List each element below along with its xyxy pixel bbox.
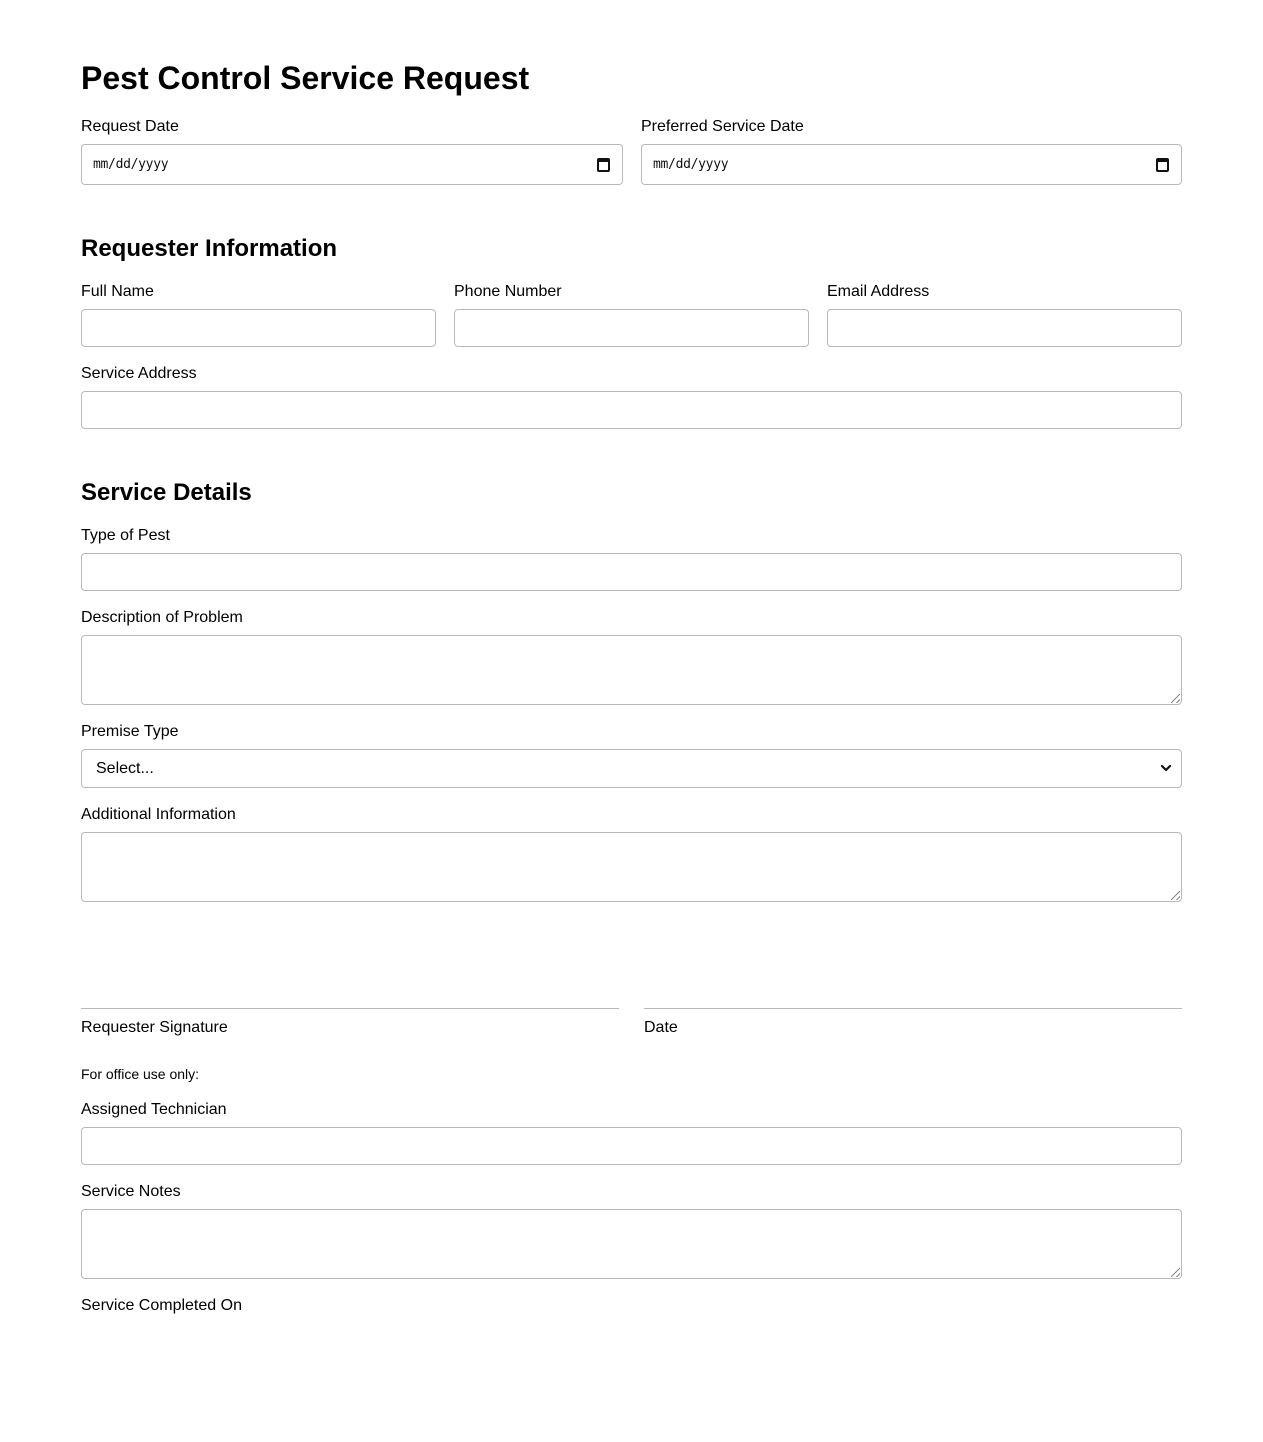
signature-label: Requester Signature	[81, 1019, 228, 1036]
signature-date-line	[644, 1008, 1182, 1009]
preferred-date-input[interactable]	[641, 144, 1182, 185]
office-use-note: For office use only:	[81, 1066, 200, 1082]
page-title: Pest Control Service Request	[81, 60, 530, 96]
additional-info-textarea[interactable]	[81, 832, 1182, 902]
requester-section-heading: Requester Information	[81, 235, 338, 262]
premise-type-select[interactable]	[81, 749, 1182, 788]
resize-handle-icon[interactable]	[1171, 1268, 1180, 1277]
full-name-input[interactable]	[81, 309, 436, 347]
email-label: Email Address	[827, 283, 930, 300]
technician-label: Assigned Technician	[81, 1101, 227, 1118]
premise-type-selected: Select...	[96, 760, 154, 777]
resize-handle-icon[interactable]	[1171, 694, 1180, 703]
description-textarea[interactable]	[81, 635, 1182, 705]
service-section-heading: Service Details	[81, 479, 252, 506]
phone-label: Phone Number	[454, 283, 562, 300]
description-label: Description of Problem	[81, 609, 243, 626]
pest-type-input[interactable]	[81, 553, 1182, 591]
preferred-date-placeholder: mm/dd/yyyy	[653, 157, 729, 172]
email-input[interactable]	[827, 309, 1182, 347]
service-address-label: Service Address	[81, 365, 197, 382]
service-notes-label: Service Notes	[81, 1183, 181, 1200]
full-name-label: Full Name	[81, 283, 154, 300]
service-notes-textarea[interactable]	[81, 1209, 1182, 1279]
premise-type-label: Premise Type	[81, 723, 179, 740]
signature-line	[81, 1008, 619, 1009]
preferred-date-label: Preferred Service Date	[641, 118, 804, 135]
additional-info-label: Additional Information	[81, 806, 236, 823]
form-page	[81, 0, 1182, 1314]
calendar-icon[interactable]	[1156, 158, 1169, 172]
request-date-input[interactable]	[81, 144, 623, 185]
resize-handle-icon[interactable]	[1171, 891, 1180, 900]
pest-type-label: Type of Pest	[81, 527, 170, 544]
service-address-input[interactable]	[81, 391, 1182, 429]
service-completed-label: Service Completed On	[81, 1297, 242, 1314]
signature-date-label: Date	[644, 1019, 678, 1036]
technician-input[interactable]	[81, 1127, 1182, 1165]
request-date-label: Request Date	[81, 118, 179, 135]
phone-input[interactable]	[454, 309, 809, 347]
calendar-icon[interactable]	[597, 158, 610, 172]
request-date-placeholder: mm/dd/yyyy	[93, 157, 169, 172]
chevron-down-icon	[1160, 763, 1172, 773]
